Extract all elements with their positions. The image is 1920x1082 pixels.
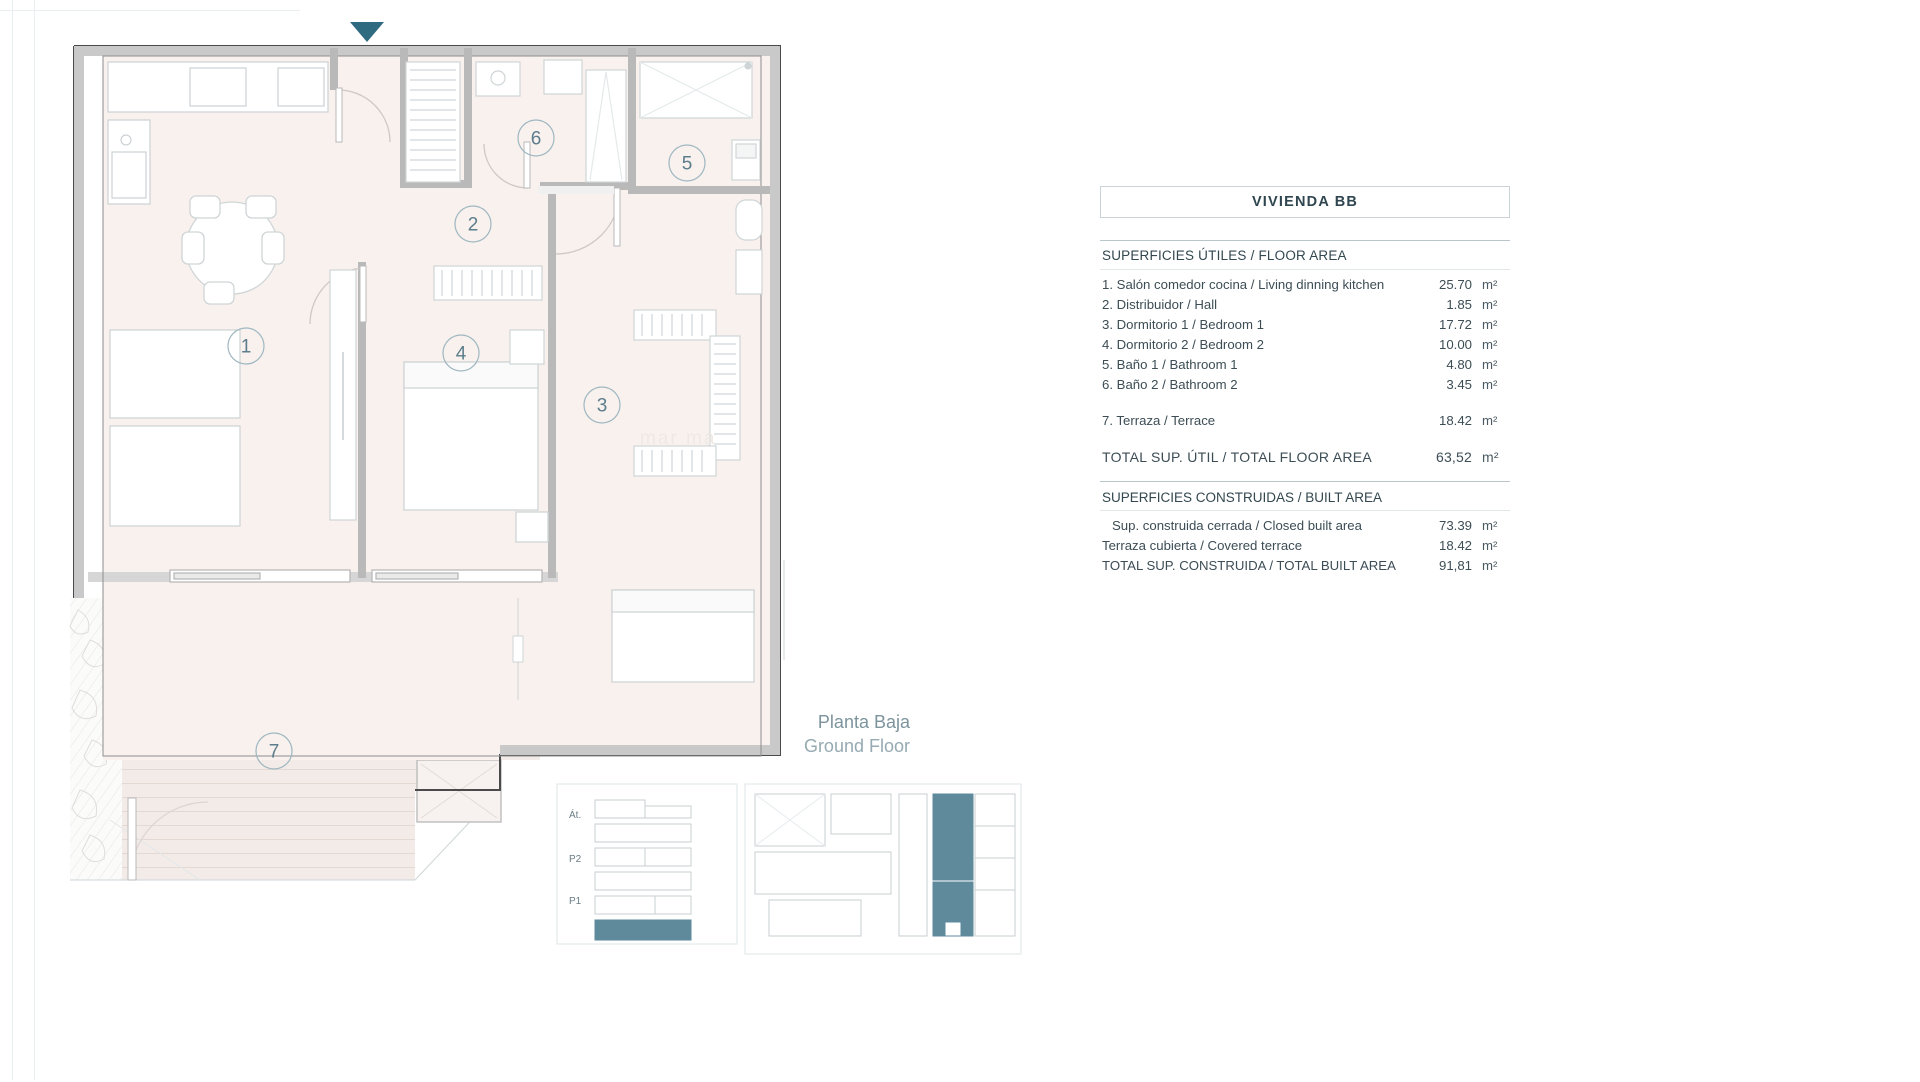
watermark: mar ma bbox=[640, 428, 717, 449]
living-wardrobe bbox=[330, 270, 356, 520]
room-label: 4. Dormitorio 2 / Bedroom 2 bbox=[1102, 336, 1264, 352]
table-row bbox=[1100, 535, 1510, 555]
floor-area-section-heading: SUPERFICIES ÚTILES / FLOOR AREA bbox=[1100, 240, 1510, 270]
table-row bbox=[1100, 294, 1510, 314]
room-number-5: 5 bbox=[681, 153, 693, 175]
room-number-1: 1 bbox=[240, 336, 252, 358]
built-unit: m² bbox=[1482, 517, 1498, 533]
room-value: 17.72 bbox=[1438, 316, 1472, 332]
table-row-terrace bbox=[1100, 410, 1510, 430]
room-label: 7. Terraza / Terrace bbox=[1102, 412, 1216, 428]
built-area-section-heading: SUPERFICIES CONSTRUIDAS / BUILT AREA bbox=[1100, 482, 1510, 511]
floor-area-rows bbox=[1100, 274, 1510, 467]
room-unit: m² bbox=[1482, 356, 1498, 372]
table-row bbox=[1100, 374, 1510, 394]
room-number-7: 7 bbox=[268, 741, 280, 763]
table-row bbox=[1100, 314, 1510, 334]
level-label-p1: P1 bbox=[569, 896, 582, 907]
floor-label bbox=[804, 710, 910, 759]
bedroom1-bed bbox=[612, 590, 754, 682]
unit-title: VIVIENDA BB bbox=[1100, 186, 1510, 218]
living-sliding-door bbox=[170, 570, 350, 582]
table-row bbox=[1100, 334, 1510, 354]
living-sofa bbox=[110, 330, 240, 526]
key-plan-section bbox=[557, 784, 737, 944]
total-built-area-unit: m² bbox=[1482, 557, 1498, 573]
bedroom1-wardrobe-a bbox=[634, 310, 716, 340]
bedroom1-wardrobe-c bbox=[634, 446, 716, 476]
room-number-4: 4 bbox=[455, 343, 467, 365]
total-floor-area-unit: m² bbox=[1482, 448, 1499, 465]
key-plans bbox=[555, 782, 1025, 1082]
room-value: 1.85 bbox=[1446, 296, 1472, 312]
room-label: 2. Distribuidor / Hall bbox=[1102, 296, 1218, 312]
table-row bbox=[1100, 354, 1510, 374]
level-label-at: Át. bbox=[569, 810, 582, 821]
total-floor-area-label: TOTAL SUP. ÚTIL / TOTAL FLOOR AREA bbox=[1102, 448, 1373, 465]
terrace-entry-door bbox=[128, 798, 136, 880]
built-label: Terraza cubierta / Covered terrace bbox=[1102, 537, 1303, 553]
room-number-3: 3 bbox=[596, 395, 608, 417]
room-label: 1. Salón comedor cocina / Living dinning kitchen bbox=[1102, 276, 1385, 292]
room-label: 5. Baño 1 / Bathroom 1 bbox=[1102, 356, 1238, 372]
room-value: 18.42 bbox=[1438, 412, 1472, 428]
room-unit: m² bbox=[1482, 276, 1498, 292]
room-label: 6. Baño 2 / Bathroom 2 bbox=[1102, 376, 1238, 392]
room-label: 3. Dormitorio 1 / Bedroom 1 bbox=[1102, 316, 1264, 332]
key-plan-site bbox=[745, 784, 1021, 954]
total-built-area-value: 91,81 bbox=[1438, 557, 1472, 573]
room-number-6: 6 bbox=[530, 128, 542, 150]
floor-label-en: Ground Floor bbox=[803, 736, 910, 757]
bedroom2-sliding-door bbox=[372, 570, 542, 582]
total-built-area-label: TOTAL SUP. CONSTRUIDA / TOTAL BUILT AREA bbox=[1102, 557, 1396, 573]
floor-label-es: Planta Baja bbox=[817, 712, 910, 732]
hall-storage bbox=[406, 62, 460, 182]
info-panel bbox=[1100, 186, 1510, 575]
room-value: 10.00 bbox=[1438, 336, 1472, 352]
built-unit: m² bbox=[1482, 537, 1498, 553]
table-row bbox=[1100, 515, 1510, 535]
room-unit: m² bbox=[1482, 296, 1498, 312]
built-area-rows bbox=[1100, 515, 1510, 575]
room-unit: m² bbox=[1482, 412, 1498, 428]
total-floor-area-value: 63,52 bbox=[1435, 448, 1472, 465]
room-unit: m² bbox=[1482, 316, 1498, 332]
room-value: 4.80 bbox=[1446, 356, 1472, 372]
room-number-2: 2 bbox=[467, 214, 479, 236]
built-value: 73.39 bbox=[1438, 517, 1472, 533]
built-label: Sup. construida cerrada / Closed built area bbox=[1112, 517, 1362, 533]
built-value: 18.42 bbox=[1438, 537, 1472, 553]
total-built-area-row bbox=[1100, 555, 1510, 575]
room-value: 3.45 bbox=[1446, 376, 1472, 392]
total-floor-area-row bbox=[1100, 446, 1510, 467]
table-row bbox=[1100, 274, 1510, 294]
room-value: 25.70 bbox=[1438, 276, 1472, 292]
level-label-p2: P2 bbox=[569, 854, 582, 865]
room-unit: m² bbox=[1482, 376, 1498, 392]
room-unit: m² bbox=[1482, 336, 1498, 352]
